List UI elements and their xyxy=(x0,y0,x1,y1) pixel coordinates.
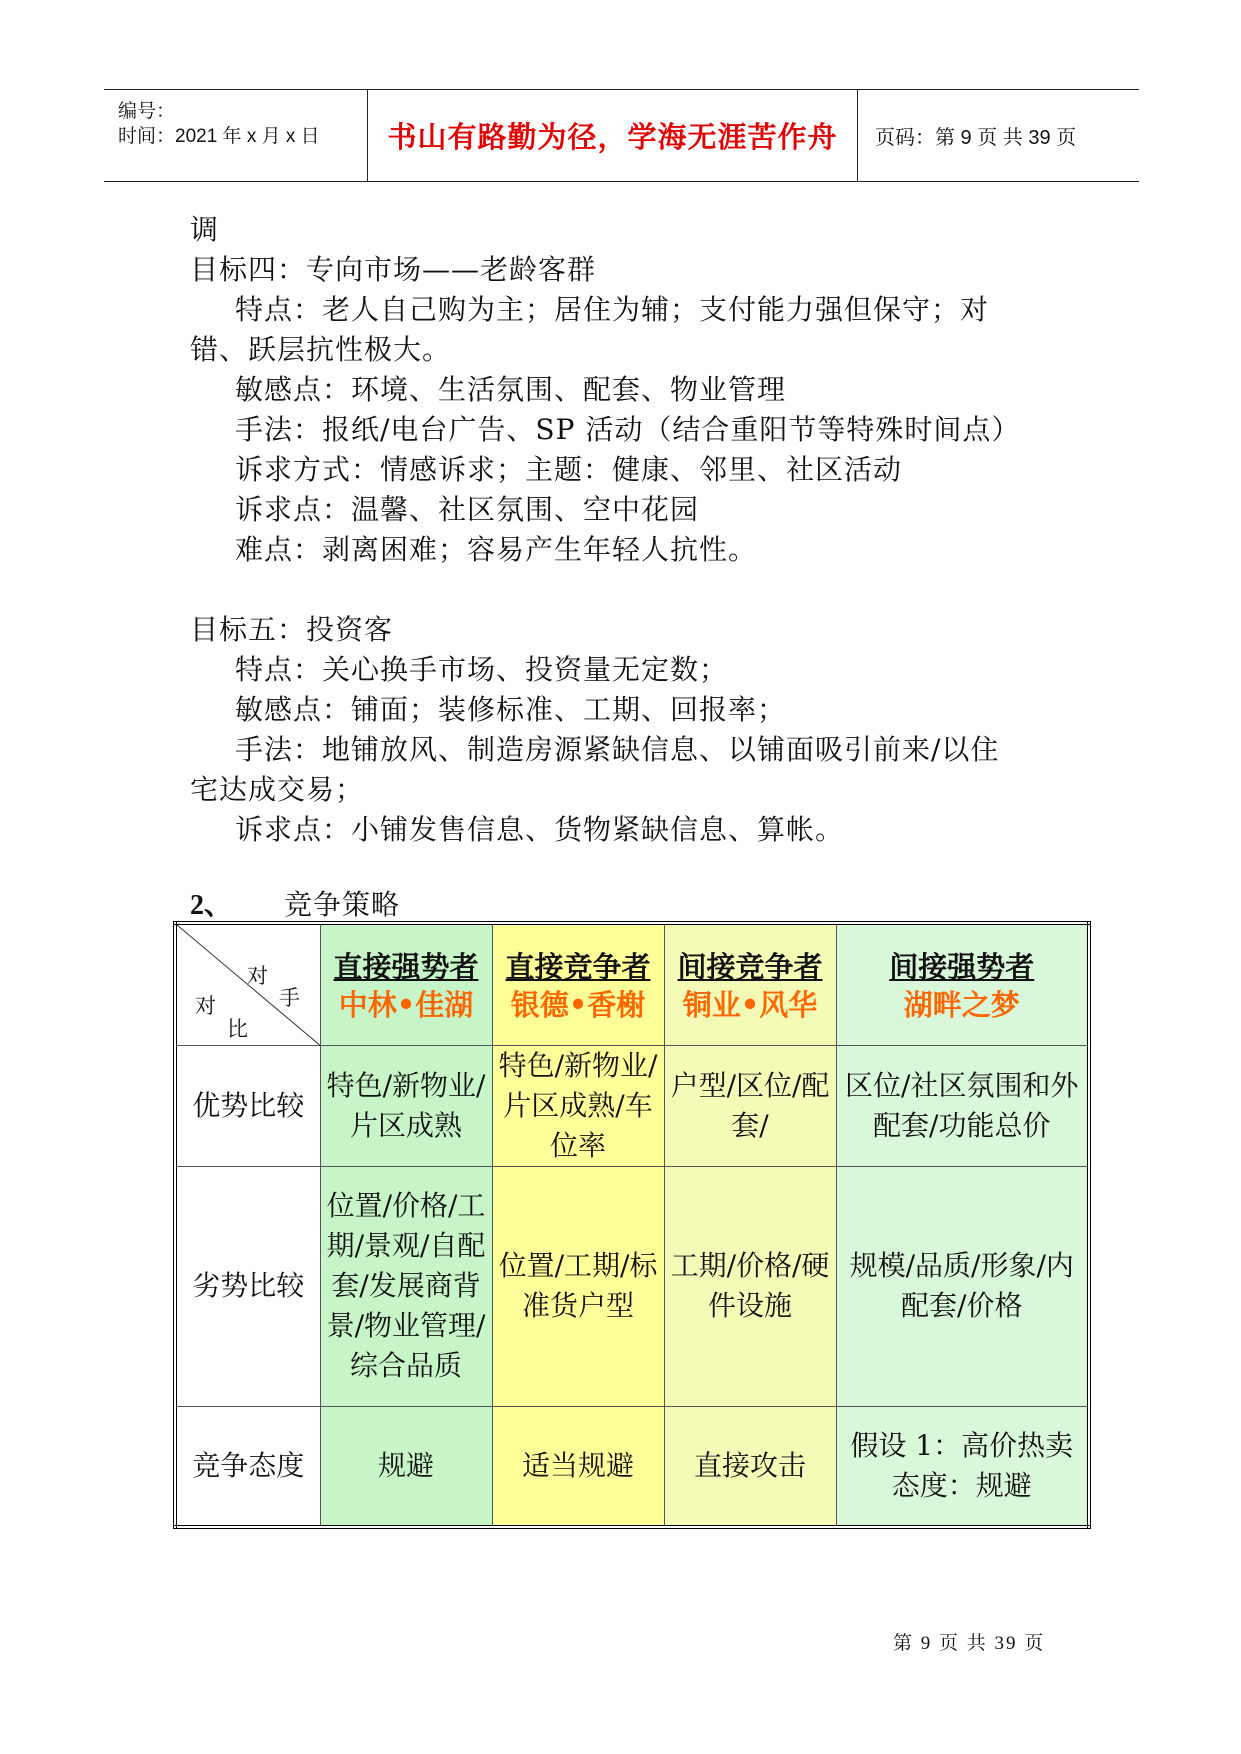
competitor-role: 直接强势者 xyxy=(333,949,479,984)
competitor-role: 间接竞争者 xyxy=(677,949,823,984)
corner-cell xyxy=(175,923,320,1045)
text-line: 特点：关心换手市场、投资量无定数； xyxy=(235,653,729,686)
column-header xyxy=(664,923,836,1045)
header-page-cell xyxy=(859,90,1139,181)
text-line: 手法：地铺放风、制造房源紧缺信息、以铺面吸引前来/以住 xyxy=(235,733,1000,766)
competitor-name: 中林•佳湖 xyxy=(338,987,474,1022)
section-heading xyxy=(190,883,400,923)
text-line: 难点：剥离困难；容易产生年轻人抗性。 xyxy=(235,533,758,566)
serial-label: 编号： xyxy=(118,101,176,122)
row-label: 优势比较 xyxy=(175,1045,320,1166)
header-motto-cell xyxy=(368,90,858,181)
table-row xyxy=(175,1166,1089,1406)
text-line: 错、跃层抗性极大。 xyxy=(190,333,452,366)
header-meta xyxy=(104,90,368,181)
row-label: 竞争态度 xyxy=(175,1406,320,1527)
table-cell: 户型/区位/配套/ xyxy=(664,1045,836,1166)
competitor-name: 铜业•风华 xyxy=(682,987,818,1022)
text-line: 诉求点：温馨、社区氛围、空中花园 xyxy=(235,493,700,526)
corner-label: 对 xyxy=(247,964,268,988)
table-cell: 工期/价格/硬件设施 xyxy=(664,1166,836,1406)
text-line: 诉求方式：情感诉求；主题：健康、邻里、社区活动 xyxy=(235,453,903,486)
corner-label: 手 xyxy=(279,986,300,1010)
competitor-name: 银德•香榭 xyxy=(510,987,646,1022)
text-line: 敏感点：铺面；装修标准、工期、回报率； xyxy=(235,693,787,726)
row-label: 劣势比较 xyxy=(175,1166,320,1406)
table-cell: 直接攻击 xyxy=(664,1406,836,1527)
competition-table xyxy=(173,921,1091,1529)
corner-label: 对 xyxy=(195,994,216,1018)
motto: 书山有路勤为径，学海无涯苦作舟 xyxy=(387,120,838,154)
section-title: 竞争策略 xyxy=(284,888,401,921)
table-header-row xyxy=(175,923,1089,1045)
table-cell: 位置/工期/标准货户型 xyxy=(492,1166,664,1406)
competitor-name: 湖畔之梦 xyxy=(903,987,1020,1022)
table-cell: 区位/社区氛围和外配套/功能总价 xyxy=(836,1045,1089,1166)
table-cell: 规避 xyxy=(320,1406,492,1527)
text-line: 诉求点：小铺发售信息、货物紧缺信息、算帐。 xyxy=(235,813,845,846)
table-cell: 适当规避 xyxy=(492,1406,664,1527)
table-cell: 特色/新物业/片区成熟 xyxy=(320,1045,492,1166)
page-footer: 第 9 页 共 39 页 xyxy=(893,1633,1046,1654)
table-row xyxy=(175,1045,1089,1166)
text-line: 手法：报纸/电台广告、SP 活动（结合重阳节等特殊时间点） xyxy=(235,413,1021,446)
page-header xyxy=(104,89,1139,182)
page-label: 页码：第 9 页 共 39 页 xyxy=(875,127,1077,149)
text-line: 调 xyxy=(190,213,220,246)
time-label: 时间：2021 年 x 月 x 日 xyxy=(118,126,320,147)
text-line: 特点：老人自己购为主；居住为辅；支付能力强但保守；对 xyxy=(235,293,990,326)
table-cell: 位置/价格/工期/景观/自配套/发展商背景/物业管理/综合品质 xyxy=(320,1166,492,1406)
text-line: 宅达成交易； xyxy=(190,773,365,806)
competitor-role: 直接竞争者 xyxy=(505,949,651,984)
table-cell: 规模/品质/形象/内配套/价格 xyxy=(836,1166,1089,1406)
section-number: 2、 xyxy=(190,890,233,921)
target-four-heading: 目标四：专向市场——老龄客群 xyxy=(190,253,597,286)
corner-label: 比 xyxy=(227,1017,248,1041)
body-text xyxy=(190,210,1070,850)
column-header xyxy=(320,923,492,1045)
table-cell: 假设 1：高价热卖 态度：规避 xyxy=(836,1406,1089,1527)
text-line: 敏感点：环境、生活氛围、配套、物业管理 xyxy=(235,373,787,406)
column-header xyxy=(492,923,664,1045)
table-cell: 特色/新物业/片区成熟/车位率 xyxy=(492,1045,664,1166)
column-header xyxy=(836,923,1089,1045)
competitor-role: 间接强势者 xyxy=(889,949,1035,984)
table-row xyxy=(175,1406,1089,1527)
target-five-heading: 目标五：投资客 xyxy=(190,613,394,646)
